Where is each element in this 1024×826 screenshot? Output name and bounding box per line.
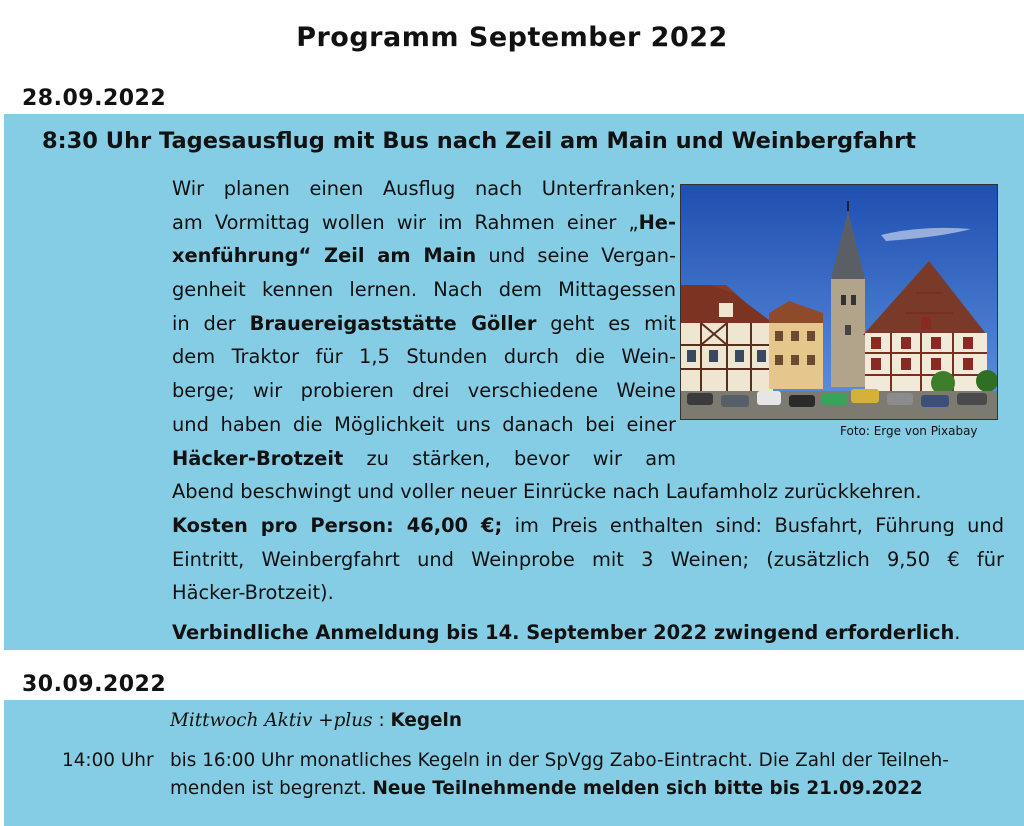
desc-line: xenführung“ Zeil am Main und seine Vergan- xyxy=(172,244,676,268)
desc-line: Abend beschwingt und voller neuer Einrücke nach Laufamholz zurückkehren. xyxy=(172,480,922,504)
town-photo xyxy=(680,184,998,420)
event-date: 30.09.2022 xyxy=(22,672,167,697)
page-title: Programm September 2022 xyxy=(296,22,728,53)
desc-line: Wir planen einen Ausflug nach Unterfranken; xyxy=(172,177,676,200)
event-line: menden ist begrenzt. Neue Teilnehmende melden sich bitte bis 21.09.2022 xyxy=(170,778,923,799)
desc-line: berge; wir probieren drei verschiedene Weine xyxy=(172,379,676,403)
aktiv-plus-logo: Aktiv +plus xyxy=(264,710,373,731)
photo-credit: Foto: Erge von Pixabay xyxy=(840,424,978,438)
event-time: 14:00 Uhr xyxy=(62,750,154,771)
event-line: bis 16:00 Uhr monatliches Kegeln in der SpVgg Zabo-Eintracht. Die Zahl der Teilneh- xyxy=(170,750,949,771)
registration-note: Verbindliche Anmeldung bis 14. September 2022 zwingend erforderlich. xyxy=(172,620,961,644)
desc-line: in der Brauereigaststätte Göller geht es mit xyxy=(172,311,676,335)
desc-line: genheit kennen lernen. Nach dem Mittagessen xyxy=(172,278,676,302)
event-date: 28.09.2022 xyxy=(22,86,167,111)
desc-line: Häcker-Brotzeit). xyxy=(172,581,334,605)
event-heading: 8:30 Uhr Tagesausflug mit Bus nach Zeil am Main und Weinbergfahrt xyxy=(42,128,916,154)
desc-line: Häcker-Brotzeit zu stärken, bevor wir am xyxy=(172,446,676,470)
desc-line: und haben die Möglichkeit uns danach bei einer xyxy=(172,412,676,436)
desc-line: am Vormittag wollen wir im Rahmen einer „He- xyxy=(172,210,676,234)
desc-line: Eintritt, Weinbergfahrt und Weinprobe mit 3 Weinen; (zusätzlich 9,50 € für xyxy=(172,547,1004,571)
desc-line: Kosten pro Person: 46,00 €; im Preis enthalten sind: Busfahrt, Führung und xyxy=(172,513,1005,537)
program-title: Mittwoch Aktiv +plus : Kegeln xyxy=(170,710,462,731)
event-panel xyxy=(4,700,1024,826)
desc-line: dem Traktor für 1,5 Stunden durch die Wein- xyxy=(172,345,676,369)
event-panel xyxy=(4,114,1024,650)
